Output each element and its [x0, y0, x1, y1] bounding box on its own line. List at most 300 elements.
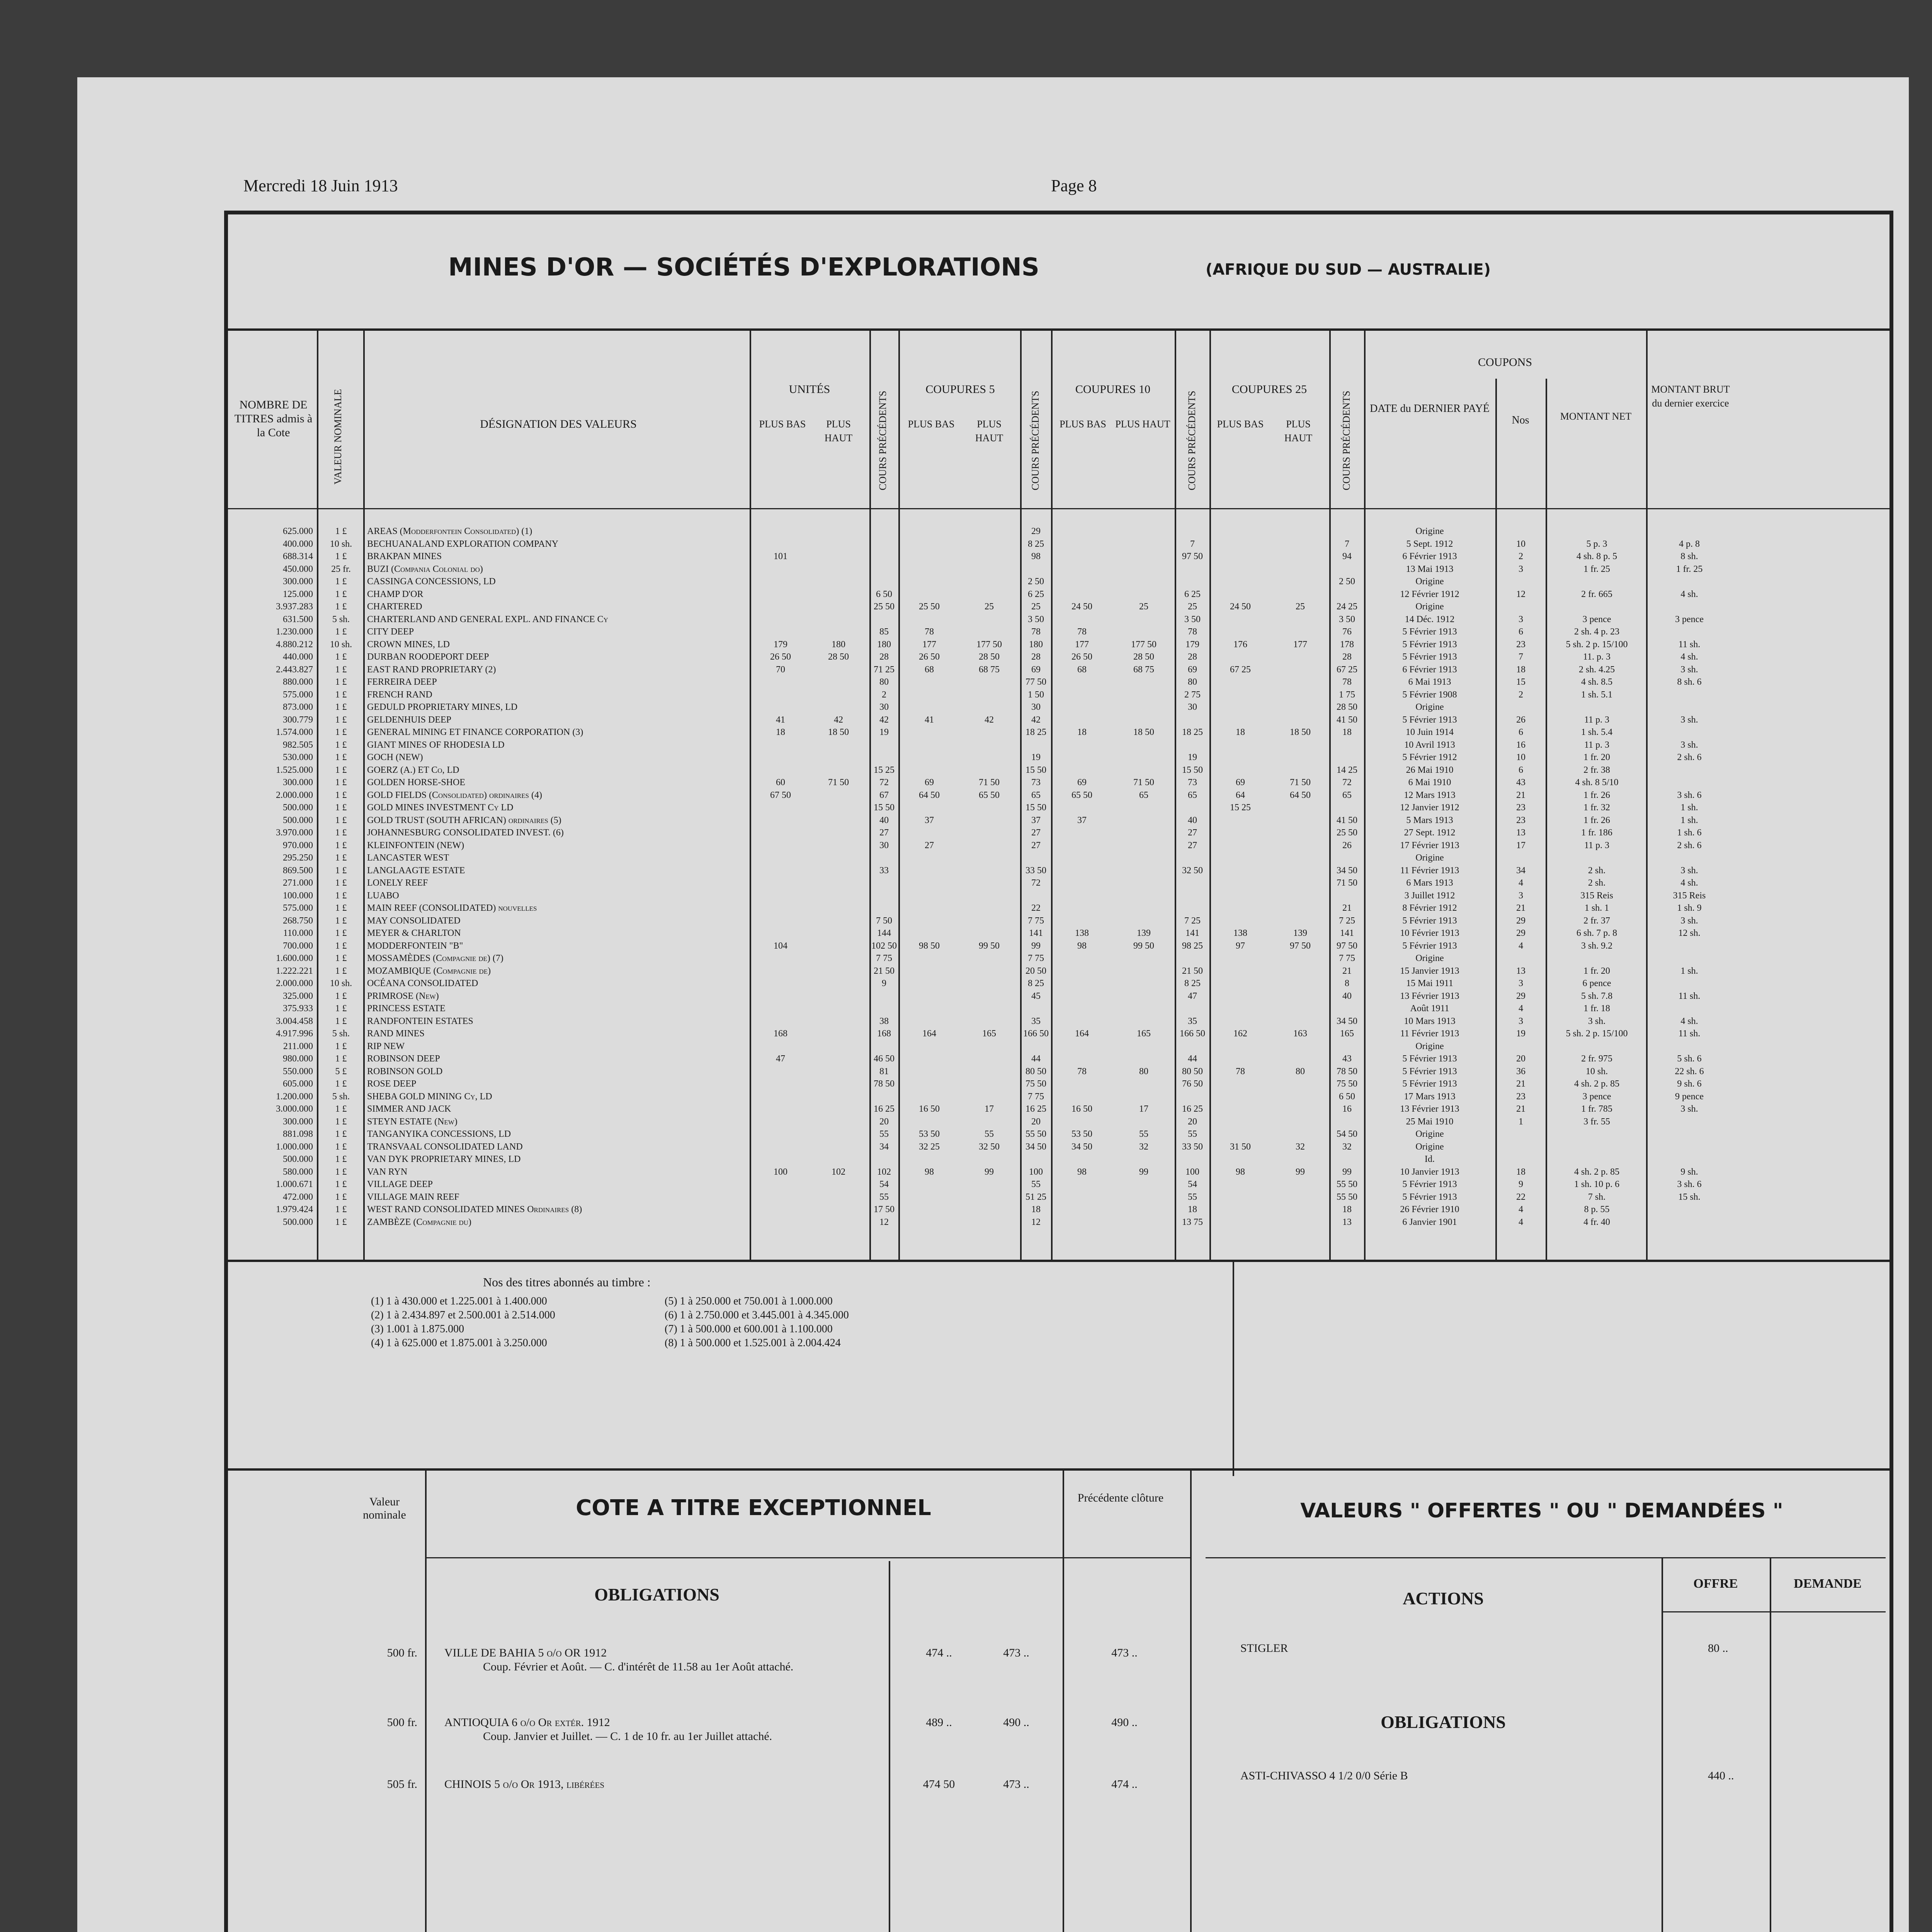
- c5-cours-prec: 51 25: [1026, 1192, 1046, 1202]
- coupon-net: 5 sh. 2 p. 15/100: [1566, 639, 1628, 650]
- col-divider: [1364, 328, 1366, 1260]
- coupon-date: 6 Mai 1910: [1408, 777, 1451, 787]
- header-coupures-10: COUPURES 10: [1075, 383, 1151, 396]
- coupon-brut: 11 sh.: [1678, 1029, 1701, 1039]
- coupon-number: 10: [1516, 539, 1526, 549]
- cote-cours-1: 489 ..: [926, 1716, 952, 1729]
- mine-name: CITY DEEP: [367, 627, 414, 637]
- c25-cours-prec: 40: [1342, 991, 1352, 1001]
- mine-count: 631.500: [283, 614, 313, 624]
- coupon-number: 4: [1519, 1217, 1523, 1227]
- coupon-brut: 9 sh.: [1680, 1167, 1698, 1177]
- coupon-net: 10 sh.: [1585, 1066, 1608, 1077]
- coupon-date: 14 Déc. 1912: [1405, 614, 1455, 624]
- mine-count: 605.000: [283, 1079, 313, 1089]
- coupon-date: Origine: [1415, 577, 1444, 587]
- c25-cours-prec: 3 50: [1339, 614, 1355, 624]
- c5-cours-prec: 45: [1031, 991, 1041, 1001]
- c10-plus-bas: 177: [1075, 639, 1089, 650]
- c5-cours-prec: 44: [1031, 1054, 1041, 1064]
- mine-count: 472.000: [283, 1192, 313, 1202]
- c10-cours-prec: 69: [1188, 664, 1197, 675]
- mine-nominal: 1 £: [335, 602, 347, 612]
- c25-cours-prec: 7 75: [1339, 953, 1355, 963]
- mine-name: LANGLAAGTE ESTATE: [367, 865, 465, 876]
- c25-cours-prec: 18: [1342, 727, 1352, 737]
- mine-nominal: 1 £: [335, 890, 347, 901]
- coupon-date: Origine: [1415, 1141, 1444, 1152]
- unites-cours-prec: 21 50: [874, 966, 895, 976]
- unites-plus-bas: 41: [776, 714, 785, 725]
- coupon-date: 12 Janvier 1912: [1400, 803, 1459, 813]
- c10-plus-bas: 18: [1077, 727, 1087, 737]
- coupon-number: 22: [1516, 1192, 1526, 1202]
- coupon-date: 13 Février 1913: [1400, 1104, 1459, 1114]
- c10-plus-haut: 28 50: [1133, 652, 1154, 662]
- coupon-number: 29: [1516, 928, 1526, 938]
- coupon-date: Origine: [1415, 1041, 1444, 1051]
- c10-plus-haut: 99 50: [1133, 940, 1154, 951]
- cote-precedente: 473 ..: [1111, 1646, 1138, 1659]
- mine-nominal: 5 £: [335, 1066, 347, 1077]
- mine-name: ROBINSON DEEP: [367, 1054, 440, 1064]
- c5-plus-bas: 25 50: [919, 602, 940, 612]
- c10-plus-bas: 16 50: [1071, 1104, 1092, 1114]
- mine-count: 982.505: [283, 740, 313, 750]
- coupon-net: 2 sh.: [1588, 878, 1606, 888]
- stamp-note: (1) 1 à 430.000 et 1.225.001 à 1.400.000: [371, 1295, 547, 1307]
- c10-cours-prec: 55: [1188, 1129, 1197, 1139]
- coupon-number: 2: [1519, 551, 1523, 561]
- c5-cours-prec: 166 50: [1023, 1029, 1049, 1039]
- unites-plus-bas: 26 50: [770, 652, 791, 662]
- mine-name: MODDERFONTEIN "B": [367, 940, 463, 951]
- unites-cours-prec: 71 25: [874, 664, 895, 675]
- c10-cours-prec: 78: [1188, 627, 1197, 637]
- mine-nominal: 1 £: [335, 1129, 347, 1139]
- c5-cours-prec: 28: [1031, 652, 1041, 662]
- page-date: Mercredi 18 Juin 1913: [243, 176, 398, 195]
- coupon-number: 2: [1519, 689, 1523, 700]
- c5-cours-prec: 75 50: [1026, 1079, 1046, 1089]
- mine-count: 1.600.000: [276, 953, 313, 963]
- coupon-brut: 3 sh. 6: [1677, 1179, 1702, 1189]
- mine-nominal: 1 £: [335, 1192, 347, 1202]
- c10-cours-prec: 8 25: [1184, 978, 1201, 988]
- mine-count: 100.000: [283, 890, 313, 901]
- mine-name: GOLD TRUST (SOUTH AFRICAN) ordinaires (5): [367, 815, 561, 825]
- coupon-number: 36: [1516, 1066, 1526, 1077]
- mine-count: 575.000: [283, 689, 313, 700]
- coupon-number: 23: [1516, 815, 1526, 825]
- c5-cours-prec: 7 75: [1028, 1091, 1044, 1102]
- c25-plus-bas: 78: [1236, 1066, 1245, 1077]
- header-cours-precedents: COURS PRÉCÉDENTS: [877, 391, 888, 490]
- c5-cours-prec: 19: [1031, 752, 1041, 762]
- coupon-net: 4 sh. 8.5: [1581, 677, 1613, 687]
- c5-cours-prec: 8 25: [1028, 539, 1044, 549]
- mine-nominal: 1 £: [335, 903, 347, 913]
- coupon-net: 1 fr. 32: [1583, 803, 1610, 813]
- c5-plus-bas: 64 50: [919, 790, 940, 800]
- coupon-net: 2 sh. 4 p. 23: [1574, 627, 1620, 637]
- c25-cours-prec: 76: [1342, 627, 1352, 637]
- mine-nominal: 1 £: [335, 940, 347, 951]
- coupon-number: 20: [1516, 1054, 1526, 1064]
- coupon-date: 5 Février 1913: [1402, 915, 1457, 926]
- c10-cours-prec: 100: [1185, 1167, 1199, 1177]
- c25-cours-prec: 14 25: [1337, 765, 1357, 775]
- coupon-brut: 9 pence: [1675, 1091, 1704, 1102]
- coupon-net: 5 sh. 2 p. 15/100: [1566, 1029, 1628, 1039]
- c25-cours-prec: 28 50: [1337, 702, 1357, 712]
- mine-nominal: 1 £: [335, 589, 347, 599]
- mine-nominal: 1 £: [335, 714, 347, 725]
- cote-obligations-heading: OBLIGATIONS: [594, 1585, 719, 1604]
- mine-count: 1.000.000: [276, 1141, 313, 1152]
- coupon-date: 5 Février 1912: [1402, 752, 1457, 762]
- mine-name: ROSE DEEP: [367, 1079, 417, 1089]
- header-coupons: COUPONS: [1478, 356, 1532, 369]
- c25-cours-prec: 41 50: [1337, 815, 1357, 825]
- c25-plus-bas: 138: [1233, 928, 1247, 938]
- c10-plus-bas: 98: [1077, 940, 1087, 951]
- c25-cours-prec: 65: [1342, 790, 1352, 800]
- c10-cours-prec: 54: [1188, 1179, 1197, 1189]
- mine-nominal: 1 £: [335, 966, 347, 976]
- coupon-date: 15 Mai 1911: [1406, 978, 1453, 988]
- mine-name: VAN DYK PROPRIETARY MINES, LD: [367, 1154, 521, 1164]
- c10-plus-bas: 53 50: [1071, 1129, 1092, 1139]
- mine-count: 4.917.996: [276, 1029, 313, 1039]
- stamp-note: (7) 1 à 500.000 et 600.001 à 1.100.000: [665, 1323, 833, 1335]
- header-plus-haut: PLUS HAUT: [975, 418, 1003, 444]
- coupon-date: 12 Mars 1913: [1404, 790, 1456, 800]
- coupon-net: 6 pence: [1582, 978, 1611, 988]
- mine-nominal: 1 £: [335, 752, 347, 762]
- header-plus-bas: PLUS BAS: [1217, 418, 1264, 430]
- stamp-note: (4) 1 à 625.000 et 1.875.001 à 3.250.000: [371, 1337, 547, 1349]
- obligation-name: ASTI-CHIVASSO 4 1/2 0/0 Série B: [1240, 1769, 1408, 1782]
- mine-nominal: 1 £: [335, 1204, 347, 1214]
- mine-count: 325.000: [283, 991, 313, 1001]
- unites-cours-prec: 7 50: [876, 915, 892, 926]
- c10-cours-prec: 2 75: [1184, 689, 1201, 700]
- c25-cours-prec: 34 50: [1337, 1016, 1357, 1026]
- coupon-net: 1 fr. 26: [1583, 815, 1610, 825]
- c25-plus-bas: 31 50: [1230, 1141, 1251, 1152]
- unites-plus-bas: 70: [776, 664, 785, 675]
- precedente-header: Précédente clôture: [1077, 1492, 1164, 1504]
- coupon-number: 6: [1519, 727, 1523, 737]
- coupon-number: 43: [1516, 777, 1526, 787]
- coupon-brut: 4 sh.: [1680, 589, 1698, 599]
- c5-cours-prec: 37: [1031, 815, 1041, 825]
- unites-cours-prec: 33: [879, 865, 889, 876]
- mine-nominal: 1 £: [335, 1041, 347, 1051]
- coupon-number: 26: [1516, 714, 1526, 725]
- mine-name: VILLAGE MAIN REEF: [367, 1192, 459, 1202]
- c10-cours-prec: 55: [1188, 1192, 1197, 1202]
- stamp-note: (8) 1 à 500.000 et 1.525.001 à 2.004.424: [665, 1337, 841, 1349]
- mine-count: 530.000: [283, 752, 313, 762]
- c10-cours-prec: 25: [1188, 602, 1197, 612]
- unites-cours-prec: 7 75: [876, 953, 892, 963]
- coupon-date: Origine: [1415, 526, 1444, 536]
- mine-nominal: 1 £: [335, 627, 347, 637]
- mine-count: 500.000: [283, 803, 313, 813]
- c25-cours-prec: 34 50: [1337, 865, 1357, 876]
- header-unites: UNITÉS: [789, 383, 830, 396]
- c10-cours-prec: 21 50: [1182, 966, 1203, 976]
- mine-count: 869.500: [283, 865, 313, 876]
- coupon-brut: 22 sh. 6: [1675, 1066, 1704, 1077]
- mine-name: LONELY REEF: [367, 878, 428, 888]
- coupon-number: 21: [1516, 790, 1526, 800]
- c10-cours-prec: 40: [1188, 815, 1197, 825]
- c5-plus-haut: 17: [985, 1104, 994, 1114]
- mine-count: 1.222.221: [276, 966, 313, 976]
- coupon-net: 1 fr. 20: [1583, 966, 1610, 976]
- coupon-brut: 15 sh.: [1678, 1192, 1701, 1202]
- c25-cours-prec: 55 50: [1337, 1179, 1357, 1189]
- mine-count: 2.000.000: [276, 978, 313, 988]
- c5-cours-prec: 8 25: [1028, 978, 1044, 988]
- c25-cours-prec: 165: [1340, 1029, 1354, 1039]
- mine-nominal: 1 £: [335, 815, 347, 825]
- c10-cours-prec: 6 25: [1184, 589, 1201, 599]
- mine-count: 3.937.283: [276, 602, 313, 612]
- mine-nominal: 1 £: [335, 652, 347, 662]
- coupon-net: 2 fr. 975: [1581, 1054, 1612, 1064]
- c10-plus-bas: 98: [1077, 1167, 1087, 1177]
- coupon-net: 1 fr. 186: [1581, 828, 1612, 838]
- c25-cours-prec: 141: [1340, 928, 1354, 938]
- c25-cours-prec: 43: [1342, 1054, 1352, 1064]
- coupon-date: 5 Février 1913: [1402, 1054, 1457, 1064]
- c10-cours-prec: 27: [1188, 840, 1197, 850]
- coupon-number: 10: [1516, 752, 1526, 762]
- mine-count: 300.000: [283, 1116, 313, 1127]
- c25-plus-haut: 99: [1296, 1167, 1305, 1177]
- unites-cours-prec: 9: [882, 978, 886, 988]
- mine-name: MOZAMBIQUE (Compagnie de): [367, 966, 491, 976]
- mine-name: BRAKPAN MINES: [367, 551, 442, 561]
- coupon-date: 13 Février 1913: [1400, 991, 1459, 1001]
- c25-cours-prec: 28: [1342, 652, 1352, 662]
- unites-plus-bas: 18: [776, 727, 785, 737]
- mine-name: MOSSAMÈDES (Compagnie de) (7): [367, 953, 503, 963]
- mine-name: STEYN ESTATE (New): [367, 1116, 457, 1127]
- mine-count: 580.000: [283, 1167, 313, 1177]
- mine-count: 2.443.827: [276, 664, 313, 675]
- header-plus-bas: PLUS BAS: [908, 418, 955, 430]
- c5-cours-prec: 77 50: [1026, 677, 1046, 687]
- unites-cours-prec: 80: [879, 677, 889, 687]
- c25-cours-prec: 21: [1342, 966, 1352, 976]
- unites-plus-haut: 42: [834, 714, 843, 725]
- c5-plus-bas: 32 25: [919, 1141, 940, 1152]
- coupon-date: 5 Mars 1913: [1406, 815, 1453, 825]
- coupon-net: 4 sh. 2 p. 85: [1574, 1079, 1620, 1089]
- c10-plus-haut: 55: [1139, 1129, 1148, 1139]
- c10-cours-prec: 27: [1188, 828, 1197, 838]
- mine-count: 300.000: [283, 577, 313, 587]
- col-divider: [317, 328, 318, 1260]
- c10-cours-prec: 141: [1185, 928, 1199, 938]
- coupon-number: 3: [1519, 890, 1523, 901]
- mine-name: GIANT MINES OF RHODESIA LD: [367, 740, 505, 750]
- coupon-date: 6 Février 1913: [1402, 664, 1457, 675]
- c5-plus-haut: 68 75: [979, 664, 1000, 675]
- coupon-date: Origine: [1415, 702, 1444, 712]
- mine-nominal: 1 £: [335, 1167, 347, 1177]
- unites-plus-bas: 168: [774, 1029, 787, 1039]
- c25-cours-prec: 13: [1342, 1217, 1352, 1227]
- coupon-number: 3: [1519, 978, 1523, 988]
- c25-plus-bas: 176: [1233, 639, 1247, 650]
- mine-count: 881.098: [283, 1129, 313, 1139]
- mine-name: DURBAN ROODEPORT DEEP: [367, 652, 489, 662]
- stamp-note: (2) 1 à 2.434.897 et 2.500.001 à 2.514.000: [371, 1309, 555, 1321]
- unites-cours-prec: 46 50: [874, 1054, 895, 1064]
- mine-nominal: 1 £: [335, 702, 347, 712]
- coupon-brut: 4 sh.: [1680, 652, 1698, 662]
- c5-plus-bas: 16 50: [919, 1104, 940, 1114]
- c25-plus-bas: 15 25: [1230, 803, 1251, 813]
- mine-nominal: 10 sh.: [330, 978, 352, 988]
- mine-count: 500.000: [283, 1154, 313, 1164]
- mine-nominal: 5 sh.: [332, 1029, 350, 1039]
- c5-cours-prec: 16 25: [1026, 1104, 1046, 1114]
- coupon-net: 2 fr. 38: [1583, 765, 1610, 775]
- c10-cours-prec: 18 25: [1182, 727, 1203, 737]
- mine-nominal: 1 £: [335, 828, 347, 838]
- mine-nominal: 5 sh.: [332, 1091, 350, 1102]
- c25-cours-prec: 67 25: [1337, 664, 1357, 675]
- mine-count: 575.000: [283, 903, 313, 913]
- c25-plus-bas: 162: [1233, 1029, 1247, 1039]
- mine-name: OCÉANA CONSOLIDATED: [367, 978, 478, 988]
- col-divider: [898, 328, 900, 1260]
- c5-plus-haut: 99: [985, 1167, 994, 1177]
- mine-count: 4.880.212: [276, 639, 313, 650]
- header-nombre: NOMBRE DE TITRES admis à la Cote: [234, 398, 313, 439]
- coupon-net: 2 sh. 4.25: [1578, 664, 1615, 675]
- col-divider: [1546, 379, 1547, 1260]
- mine-name: PRINCESS ESTATE: [367, 1003, 446, 1014]
- coupon-number: 3: [1519, 1016, 1523, 1026]
- mine-nominal: 1 £: [335, 1179, 347, 1189]
- mine-count: 400.000: [283, 539, 313, 549]
- mine-count: 970.000: [283, 840, 313, 850]
- mine-nominal: 1 £: [335, 928, 347, 938]
- mine-count: 880.000: [283, 677, 313, 687]
- mine-name: GOERZ (A.) ET Co, LD: [367, 765, 459, 775]
- coupon-brut: 1 sh. 6: [1677, 828, 1702, 838]
- coupon-number: 16: [1516, 740, 1526, 750]
- unites-cours-prec: 102: [877, 1167, 891, 1177]
- notes-title: Nos des titres abonnés au timbre :: [483, 1275, 651, 1289]
- section-rule: [228, 1468, 1889, 1471]
- c5-plus-haut: 165: [982, 1029, 996, 1039]
- c5-plus-bas: 164: [922, 1029, 936, 1039]
- mine-count: 873.000: [283, 702, 313, 712]
- coupon-number: 6: [1519, 627, 1523, 637]
- c5-plus-bas: 41: [925, 714, 934, 725]
- coupon-brut: 1 sh.: [1680, 803, 1698, 813]
- unites-cours-prec: 54: [879, 1179, 889, 1189]
- c5-cours-prec: 33 50: [1026, 865, 1046, 876]
- unites-cours-prec: 15 50: [874, 803, 895, 813]
- mine-name: CHARTERED: [367, 602, 422, 612]
- coupon-brut: 8 sh.: [1680, 551, 1698, 561]
- coupon-net: 11. p. 3: [1583, 652, 1611, 662]
- coupon-date: 6 Janvier 1901: [1402, 1217, 1457, 1227]
- c25-plus-haut: 80: [1296, 1066, 1305, 1077]
- cote-description: CHINOIS 5 o/o Or 1913, libérées: [444, 1778, 605, 1791]
- header-numero: Nos: [1512, 414, 1529, 426]
- coupon-number: 4: [1519, 1204, 1523, 1214]
- header-montant-net: MONTANT NET: [1560, 411, 1632, 422]
- unites-cours-prec: 180: [877, 639, 891, 650]
- offre-header: OFFRE: [1693, 1577, 1738, 1591]
- c5-plus-haut: 25: [985, 602, 994, 612]
- c5-cours-prec: 6 25: [1028, 589, 1044, 599]
- c10-plus-bas: 68: [1077, 664, 1087, 675]
- mine-count: 3.970.000: [276, 828, 313, 838]
- mine-nominal: 1 £: [335, 777, 347, 787]
- coupon-brut: 315 Reis: [1673, 890, 1706, 901]
- c10-cours-prec: 20: [1188, 1116, 1197, 1127]
- coupon-net: 315 Reis: [1580, 890, 1613, 901]
- c25-cours-prec: 18: [1342, 1204, 1352, 1214]
- c25-plus-bas: 69: [1236, 777, 1245, 787]
- unites-plus-bas: 60: [776, 777, 785, 787]
- mine-nominal: 1 £: [335, 740, 347, 750]
- obligations-heading: OBLIGATIONS: [1381, 1712, 1506, 1732]
- coupon-brut: 4 sh.: [1680, 1016, 1698, 1026]
- unites-cours-prec: 17 50: [874, 1204, 895, 1214]
- coupon-brut: 1 sh.: [1680, 966, 1698, 976]
- mine-nominal: 1 £: [335, 915, 347, 926]
- c25-cours-prec: 55 50: [1337, 1192, 1357, 1202]
- c10-cours-prec: 33 50: [1182, 1141, 1203, 1152]
- c25-plus-haut: 64 50: [1290, 790, 1311, 800]
- unites-plus-haut: 28 50: [828, 652, 849, 662]
- coupon-net: 3 pence: [1582, 1091, 1611, 1102]
- coupon-number: 13: [1516, 828, 1526, 838]
- c5-cours-prec: 180: [1029, 639, 1043, 650]
- cote-subtext: Coup. Janvier et Juillet. — C. 1 de 10 fr. au 1er Juillet attaché.: [483, 1730, 772, 1743]
- mine-count: 550.000: [283, 1066, 313, 1077]
- c25-cours-prec: 7 25: [1339, 915, 1355, 926]
- c10-cours-prec: 80: [1188, 677, 1197, 687]
- coupon-date: Origine: [1415, 1129, 1444, 1139]
- coupon-number: 13: [1516, 966, 1526, 976]
- stamp-note: (3) 1.001 à 1.875.000: [371, 1323, 464, 1335]
- c5-cours-prec: 42: [1031, 714, 1041, 725]
- coupon-number: 19: [1516, 1029, 1526, 1039]
- coupon-date: 6 Mai 1913: [1408, 677, 1451, 687]
- c5-plus-haut: 42: [985, 714, 994, 725]
- cote-cours-2: 490 ..: [1003, 1716, 1029, 1729]
- unites-plus-haut: 18 50: [828, 727, 849, 737]
- stamp-note: (5) 1 à 250.000 et 750.001 à 1.000.000: [665, 1295, 833, 1307]
- col-divider: [1063, 1468, 1064, 1932]
- mine-nominal: 1 £: [335, 853, 347, 863]
- c5-cours-prec: 12: [1031, 1217, 1041, 1227]
